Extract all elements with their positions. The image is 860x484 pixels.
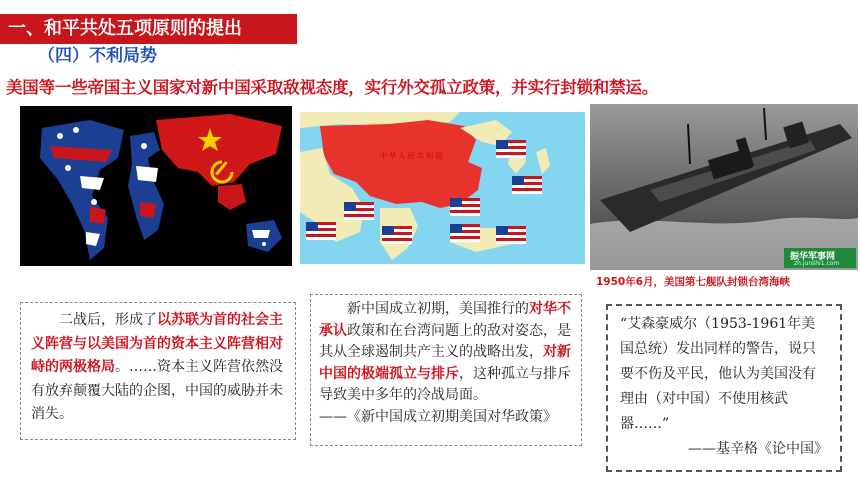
bipolar-pattern-textbox [20, 302, 296, 440]
us-flag-icon [382, 226, 412, 244]
us-flag-icon [450, 198, 480, 216]
map-country-label: 中 华 人 民 共 和 国 [380, 152, 443, 160]
us-flag-icon [496, 226, 526, 244]
box1-text-b: 。……资本主义阵营依然没有放弃颠覆大陆的企图，中国的威胁并未消失。 [31, 359, 283, 422]
box2-text-c: ，这种孤立与排斥导致美中多年的冷战局面。 [319, 365, 571, 403]
box1-highlight: 以苏联为首的社会主义阵营与以美国为首的资本主义阵营相对峙的两极格局 [31, 312, 283, 375]
section-title: 一、和平共处五项原则的提出 [0, 14, 297, 44]
seventh-fleet-warship-photo [590, 104, 858, 270]
us-flag-icon [344, 202, 374, 220]
quote-source: ——基辛格《论中国》 [688, 441, 828, 457]
box2-highlight-1: 对华不承认 [319, 301, 571, 339]
box1-text-a: 二战后，形成了 [59, 312, 157, 328]
us-flag-icon [450, 224, 480, 242]
kissinger-quote-textbox [606, 304, 842, 472]
quote-text: “艾森豪威尔（1953-1961年美国总统）发出同样的警告，说只要不伤及平民，他认为美国没有理由（对中国）不使用核武器……” [620, 316, 816, 432]
us-flag-icon [512, 176, 542, 194]
box2-text-a: 新中国成立初期，美国推行的 [347, 301, 529, 317]
watermark-text: 振华军事网 [790, 252, 836, 262]
box2-source: ——《新中国成立初期美国对华政策》 [319, 408, 557, 425]
box2-highlight-2: 对新中国的极端孤立与排斥 [319, 344, 571, 382]
us-flag-icon [496, 140, 526, 158]
asia-map-us-flags-image [300, 112, 585, 264]
photo-caption: 1950年6月，美国第七舰队封锁台湾海峡 [596, 276, 791, 288]
lead-text: 美国等一些帝国主义国家对新中国采取敌视态度，实行外交孤立政策，并实行封锁和禁运。 [6, 78, 659, 97]
us-flag-icon [306, 222, 336, 240]
subsection-title: （四）不利局势 [38, 46, 157, 66]
us-policy-textbox [310, 294, 582, 446]
box2-text-b: 政策和在台湾问题上的敌对姿态，是其从全球遏制共产主义的战略出发， [319, 322, 571, 360]
watermark-url: zh.junshi1.com [794, 260, 840, 267]
cold-war-world-map-image [20, 106, 292, 266]
